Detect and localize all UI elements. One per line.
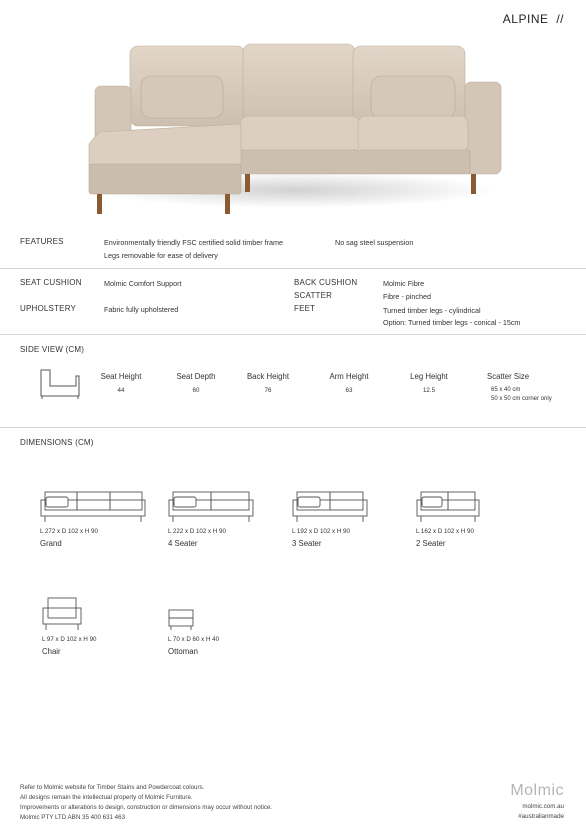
dimension-name: 3 Seater [292, 539, 322, 548]
spec-label: Seat Height [100, 372, 142, 381]
side-view-icon [38, 366, 82, 402]
dimension-measure: L 97 x D 102 x H 90 [42, 636, 97, 643]
dimension-measure: L 272 x D 102 x H 90 [40, 528, 98, 535]
divider [0, 268, 586, 269]
dimension-3-seater [292, 490, 368, 548]
divider [0, 427, 586, 428]
side-view-title: SIDE VIEW (CM) [20, 345, 85, 354]
upholstery-label: UPHOLSTERY [20, 304, 77, 313]
side-view-leg-height [394, 372, 464, 394]
spec-label: Arm Height [329, 372, 369, 381]
spec-value: 76 [264, 387, 272, 394]
back-cushion-label: BACK CUSHION [294, 278, 358, 287]
sofa-photo [85, 40, 505, 220]
dimension-grand [40, 490, 146, 548]
seat-cushion-value: Molmic Comfort Support [104, 279, 182, 288]
product-name: ALPINE [502, 12, 549, 26]
spec-label: Scatter Size [487, 372, 530, 381]
dimension-2-seater [416, 490, 480, 548]
footer-notes [20, 783, 272, 823]
grand-sofa-icon [40, 490, 146, 524]
page-title [503, 12, 564, 26]
spec-value: 60 [192, 387, 200, 394]
side-view-back-height [233, 372, 303, 394]
title-mark: // [556, 12, 564, 26]
dimension-name: Ottoman [168, 647, 198, 656]
dimension-ottoman [168, 608, 219, 656]
website-link[interactable]: molmic.com.au [522, 803, 564, 810]
brand-logo: Molmic [510, 782, 564, 799]
feet-label: FEET [294, 304, 316, 313]
hashtag: #australianmade [518, 813, 564, 820]
seat-cushion-label: SEAT CUSHION [20, 278, 82, 287]
spec-label: Back Height [246, 372, 290, 381]
dimension-name: 4 Seater [168, 539, 198, 548]
spec-value: 44 [117, 387, 125, 394]
scatter-value: Fibre - pinched [383, 292, 431, 301]
dimensions-title: DIMENSIONS (CM) [20, 438, 94, 447]
three-seater-sofa-icon [292, 490, 368, 524]
feet-value: Turned timber legs - cylindrical [383, 306, 481, 315]
dimension-measure: L 162 x D 102 x H 90 [416, 528, 474, 535]
footer-line: All designs remain the intellectual property of Molmic Furniture. [20, 794, 193, 801]
footer-line: Refer to Molmic website for Timber Stains and Powdercoat colours. [20, 784, 205, 791]
side-view-seat-depth [161, 372, 231, 394]
feature-item: Environmentally friendly FSC certified solid timber frame [104, 238, 283, 247]
feature-item: Legs removable for ease of delivery [104, 251, 218, 260]
two-seater-sofa-icon [416, 490, 480, 524]
feet-option-value: Option: Turned timber legs - conical - 15cm [383, 318, 521, 327]
dimension-4-seater [168, 490, 254, 548]
dimension-measure: L 222 x D 102 x H 90 [168, 528, 226, 535]
spec-value-secondary: 50 x 50 cm corner only [491, 396, 552, 402]
spec-value: 65 x 40 cm [491, 387, 521, 393]
divider [0, 334, 586, 335]
upholstery-value: Fabric fully upholstered [104, 305, 179, 314]
dimension-chair [42, 596, 96, 656]
spec-value: 63 [345, 387, 353, 394]
spec-label: Seat Depth [176, 372, 216, 381]
back-cushion-value: Molmic Fibre [383, 279, 425, 288]
dimension-measure: L 70 x D 60 x H 40 [168, 636, 220, 643]
scatter-label: SCATTER [294, 291, 333, 300]
dimension-name: Grand [40, 539, 62, 548]
side-view-seat-height [86, 372, 156, 394]
spec-value: 12.5 [422, 387, 436, 394]
spec-label: Leg Height [410, 372, 448, 381]
dimension-name: 2 Seater [416, 539, 446, 548]
chair-icon [42, 596, 82, 632]
features-label: FEATURES [20, 237, 64, 246]
four-seater-sofa-icon [168, 490, 254, 524]
side-view-arm-height [314, 372, 384, 394]
footer-line: Molmic PTY LTD ABN 35 400 631 463 [20, 814, 126, 821]
side-view-scatter-size [487, 372, 552, 402]
dimension-measure: L 192 x D 102 x H 90 [292, 528, 350, 535]
feature-item: No sag steel suspension [335, 238, 414, 247]
ottoman-icon [168, 608, 194, 632]
footer-line: Improvements or alterations to design, construction or dimensions may occur without notice. [20, 804, 273, 811]
dimension-name: Chair [42, 647, 61, 656]
